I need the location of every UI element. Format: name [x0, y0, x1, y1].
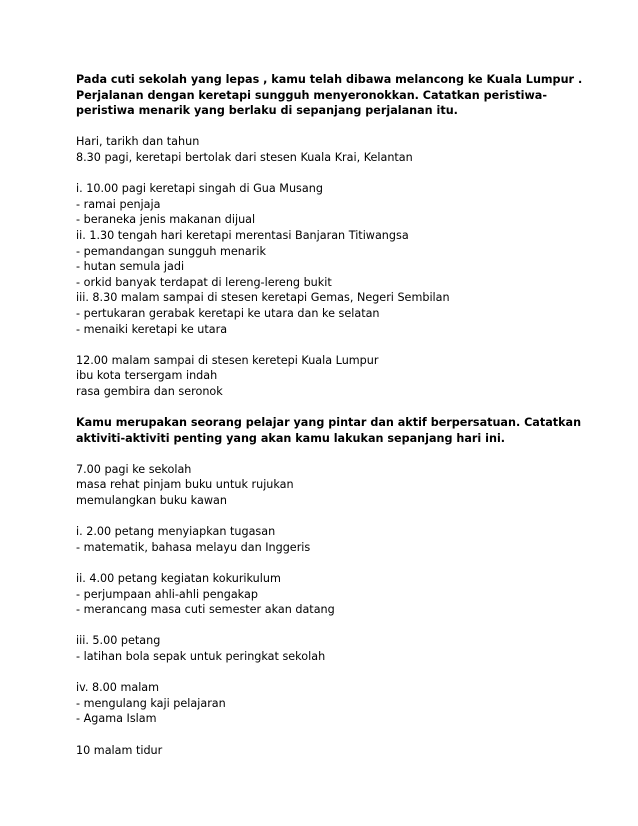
- paragraph-gap: [76, 446, 566, 462]
- list-item: - ramai penjaja: [76, 197, 161, 211]
- list-item: - Agama Islam: [76, 712, 157, 726]
- text-line: 12.00 malam sampai di stesen keretepi Kuala Lumpur: [76, 353, 379, 367]
- section2-prompt: [76, 415, 582, 446]
- text-line: memulangkan buku kawan: [76, 494, 227, 508]
- paragraph-gap: [76, 119, 566, 135]
- section1-prompt: [76, 72, 583, 119]
- section2-item-4: [76, 680, 566, 727]
- list-item: - pertukaran gerabak keretapi ke utara dan ke selatan: [76, 306, 380, 320]
- paragraph-gap: [76, 509, 566, 525]
- list-item: iii. 8.30 malam sampai di stesen keretapi Gemas, Negeri Sembilan: [76, 291, 450, 305]
- list-item: - mengulang kaji pelajaran: [76, 696, 226, 710]
- list-item: - latihan bola sepak untuk peringkat sekolah: [76, 649, 326, 663]
- list-item: - matematik, bahasa melayu dan Inggeris: [76, 540, 311, 554]
- text-line: 7.00 pagi ke sekolah: [76, 462, 192, 476]
- list-item: - merancang masa cuti semester akan datang: [76, 603, 335, 617]
- list-item: - beraneka jenis makanan dijual: [76, 213, 256, 227]
- prompt-line: aktiviti-aktiviti penting yang akan kamu lakukan sepanjang hari ini.: [76, 431, 506, 445]
- paragraph-gap: [76, 166, 566, 182]
- list-item: iii. 5.00 petang: [76, 634, 161, 648]
- paragraph-gap: [76, 618, 566, 634]
- section1-intro: [76, 134, 566, 165]
- list-item: - hutan semula jadi: [76, 260, 185, 274]
- section2-item-3: [76, 633, 566, 664]
- text-line: ibu kota tersergam indah: [76, 369, 218, 383]
- list-item: - pemandangan sungguh menarik: [76, 244, 266, 258]
- text-line: 8.30 pagi, keretapi bertolak dari stesen Kuala Krai, Kelantan: [76, 150, 413, 164]
- prompt-line: Pada cuti sekolah yang lepas , kamu telah dibawa melancong ke Kuala Lumpur .: [76, 73, 583, 86]
- list-item: i. 2.00 petang menyiapkan tugasan: [76, 525, 276, 539]
- list-item: - orkid banyak terdapat di lereng-lereng bukit: [76, 275, 332, 289]
- prompt-line: Kamu merupakan seorang pelajar yang pintar dan aktif berpersatuan. Catatkan: [76, 416, 582, 430]
- section2-item-1: [76, 524, 566, 555]
- paragraph-gap: [76, 399, 566, 415]
- paragraph-gap: [76, 727, 566, 743]
- section1-end: [76, 353, 566, 400]
- section1-points: [76, 181, 566, 337]
- list-item: iv. 8.00 malam: [76, 681, 160, 695]
- paragraph-gap: [76, 665, 566, 681]
- section2-item-2: [76, 571, 566, 618]
- paragraph-gap: [76, 337, 566, 353]
- list-item: - menaiki keretapi ke utara: [76, 322, 228, 336]
- section2-end: [76, 743, 566, 759]
- list-item: ii. 1.30 tengah hari keretapi merentasi Banjaran Titiwangsa: [76, 228, 409, 242]
- document-body: [76, 72, 583, 758]
- text-line: Hari, tarikh dan tahun: [76, 135, 200, 149]
- paragraph-gap: [76, 555, 566, 571]
- text-line: masa rehat pinjam buku untuk rujukan: [76, 478, 294, 492]
- list-item: i. 10.00 pagi keretapi singah di Gua Musang: [76, 182, 323, 196]
- section2-intro: [76, 462, 566, 509]
- list-item: ii. 4.00 petang kegiatan kokurikulum: [76, 572, 281, 585]
- text-line: rasa gembira dan seronok: [76, 384, 223, 398]
- list-item: - perjumpaan ahli-ahli pengakap: [76, 587, 258, 601]
- prompt-line: Perjalanan dengan keretapi sungguh menyeronokkan. Catatkan peristiwa-: [76, 88, 547, 102]
- text-line: 10 malam tidur: [76, 743, 163, 757]
- prompt-line: peristiwa menarik yang berlaku di sepanjang perjalanan itu.: [76, 104, 458, 118]
